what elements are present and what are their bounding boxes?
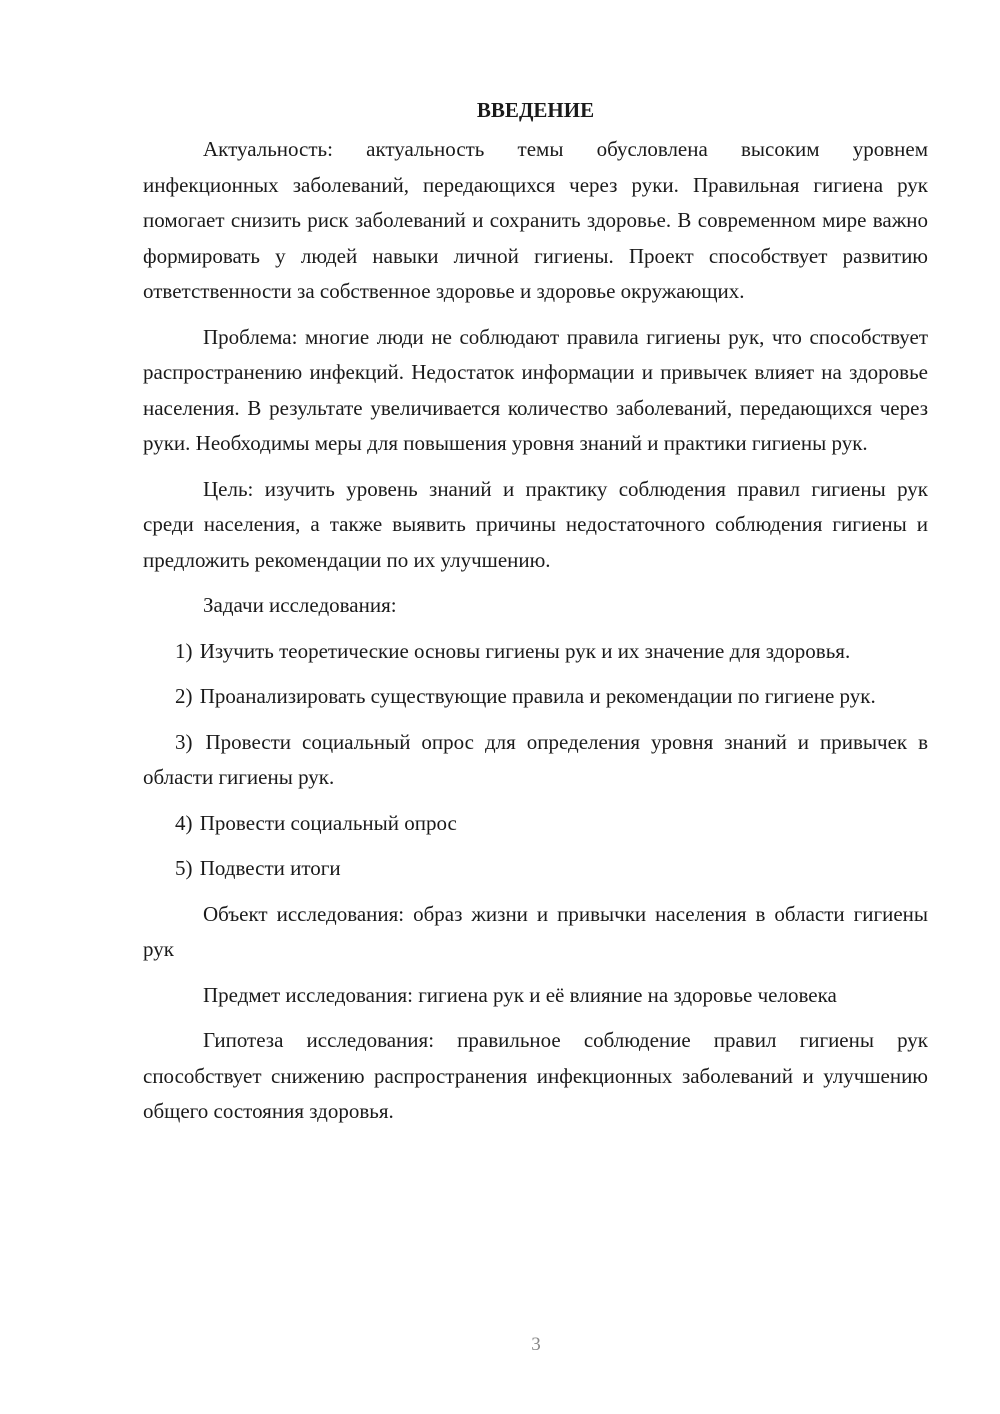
task-text: Проанализировать существующие правила и рекомендации по гигиене рук. <box>199 684 876 708</box>
hypothesis-paragraph: Гипотеза исследования: правильное соблюдение правил гигиены рук способствует снижению распространения инфекционных заболеваний и улучшению общего состояния здоровья. <box>143 1028 928 1123</box>
task-number: 2) <box>175 684 193 708</box>
task-item <box>143 851 928 887</box>
task-item <box>143 679 928 715</box>
document-page <box>143 92 928 1140</box>
object-paragraph: Объект исследования: образ жизни и привычки населения в области гигиены рук <box>143 901 928 961</box>
task-item <box>143 725 928 796</box>
subject-paragraph: Предмет исследования: гигиена рук и её влияние на здоровье человека <box>203 982 837 1007</box>
task-item <box>143 806 928 842</box>
task-text: Подвести итоги <box>199 856 341 880</box>
task-number: 3) <box>175 729 193 754</box>
task-number: 1) <box>175 638 193 663</box>
goal-paragraph: Цель: изучить уровень знаний и практику соблюдения правил гигиены рук среди населения, а также выявить причины недостаточного соблюдения гигиены и предложить рекомендации по их улучшению. <box>143 476 928 572</box>
section-title: ВВЕДЕНИЕ <box>476 98 595 122</box>
page-number: 3 <box>531 1334 541 1355</box>
task-number: 4) <box>175 810 193 835</box>
task-text: Изучить теоретические основы гигиены рук и их значение для здоровья. <box>199 638 851 663</box>
task-item <box>143 634 928 670</box>
task-number: 5) <box>175 856 193 880</box>
relevance-paragraph: Актуальность: актуальность темы обусловлена высоким уровнем инфекционных заболеваний, передающихся через руки. Правильная гигиена рук помогает снизить риск заболеваний и сохранить здоровье. В современном мире важно формировать у людей навыки личной гигиены. Проект способствует развитию ответственности за собственное здоровье и здоровье окружающих. <box>143 137 928 303</box>
task-text: Провести социальный опрос <box>199 810 457 835</box>
task-text: Провести социальный опрос для определения уровня знаний и привычек в области гигиены рук. <box>143 729 928 789</box>
tasks-heading: Задачи исследования: <box>203 593 397 617</box>
problem-paragraph: Проблема: многие люди не соблюдают правила гигиены рук, что способствует распространению инфекций. Недостаток информации и привычек влияет на здоровье населения. В результате увеличивается количество заболеваний, передающихся через руки. Необходимы меры для повышения уровня знаний и практики гигиены рук. <box>143 324 928 455</box>
